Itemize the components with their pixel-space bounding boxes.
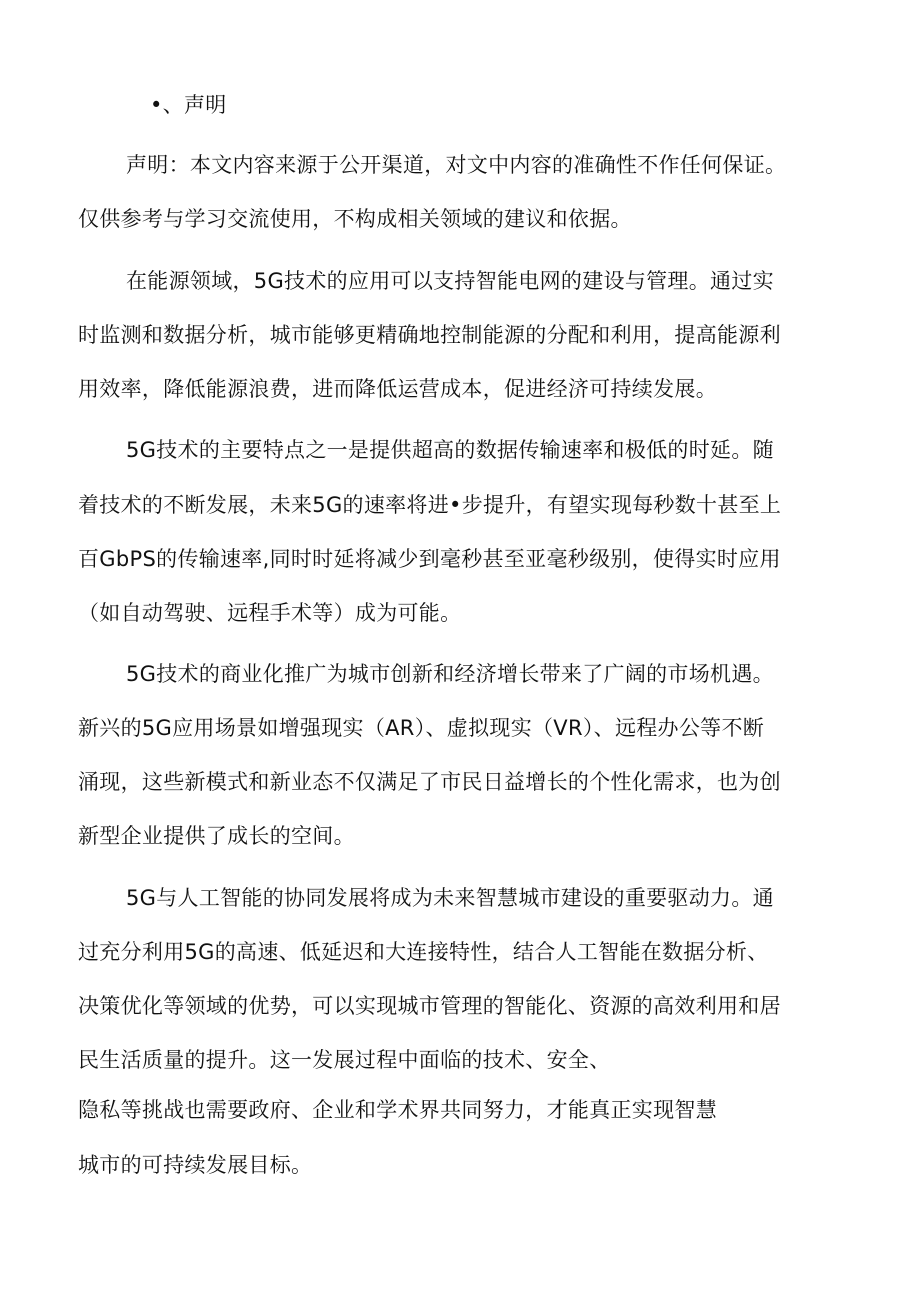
paragraph-5-line-2: 过充分利用5G的高速、低延迟和大连接特性，结合人工智能在数据分析、 (78, 940, 769, 964)
paragraph-2-line-1: 在能源领域，5G技术的应用可以支持智能电网的建设与管理。通过实 (126, 269, 774, 293)
paragraph-3-line-1: 5G技术的主要特点之一是提供超高的数据传输速率和极低的时延。随 (126, 438, 774, 462)
paragraph-5-line-4: 民生活质量的提升。这一发展过程中面临的技术、安全、 (78, 1048, 611, 1072)
paragraph-3-line-4: （如自动驾驶、远程手术等）成为可能。 (78, 601, 462, 625)
paragraph-1-line-1: 声明：本文内容来源于公开渠道，对文中内容的准确性不作任何保证。 (126, 153, 787, 177)
paragraph-3-line-3: 百GbPS的传输速率,同时时延将减少到毫秒甚至亚毫秒级别，使得实时应用 (78, 547, 781, 571)
paragraph-2-line-3: 用效率，降低能源浪费，进而降低运营成本，促进经济可持续发展。 (78, 377, 717, 401)
paragraph-2-line-2: 时监测和数据分析，城市能够更精确地控制能源的分配和利用，提高能源利 (78, 323, 781, 347)
paragraph-3-line-2: 着技术的不断发展，未来5G的速率将进•步提升，有望实现每秒数十甚至上 (78, 493, 782, 517)
paragraph-4-line-1: 5G技术的商业化推广为城市创新和经济增长带来了广阔的市场机遇。 (126, 662, 774, 686)
paragraph-5-line-3: 决策优化等领域的优势，可以实现城市管理的智能化、资源的高效利用和居 (78, 994, 781, 1018)
paragraph-5-line-5: 隐私等挑战也需要政府、企业和学术界共同努力，才能真正实现智慧 (78, 1098, 717, 1122)
paragraph-4-line-3: 涌现，这些新模式和新业态不仅满足了市民日益增长的个性化需求，也为创 (78, 770, 781, 794)
section-heading: •、声明 (150, 93, 227, 117)
paragraph-5-line-6: 城市的可持续发展目标。 (78, 1153, 313, 1177)
paragraph-5-line-1: 5G与人工智能的协同发展将成为未来智慧城市建设的重要驱动力。通 (126, 886, 774, 910)
paragraph-4-line-2: 新兴的5G应用场景如增强现实（AR）、虚拟现实（VR）、远程办公等不断 (78, 716, 765, 740)
paragraph-1-line-2: 仅供参考与学习交流使用，不构成相关领域的建议和依据。 (78, 207, 632, 231)
paragraph-4-line-4: 新型企业提供了成长的空间。 (78, 824, 355, 848)
